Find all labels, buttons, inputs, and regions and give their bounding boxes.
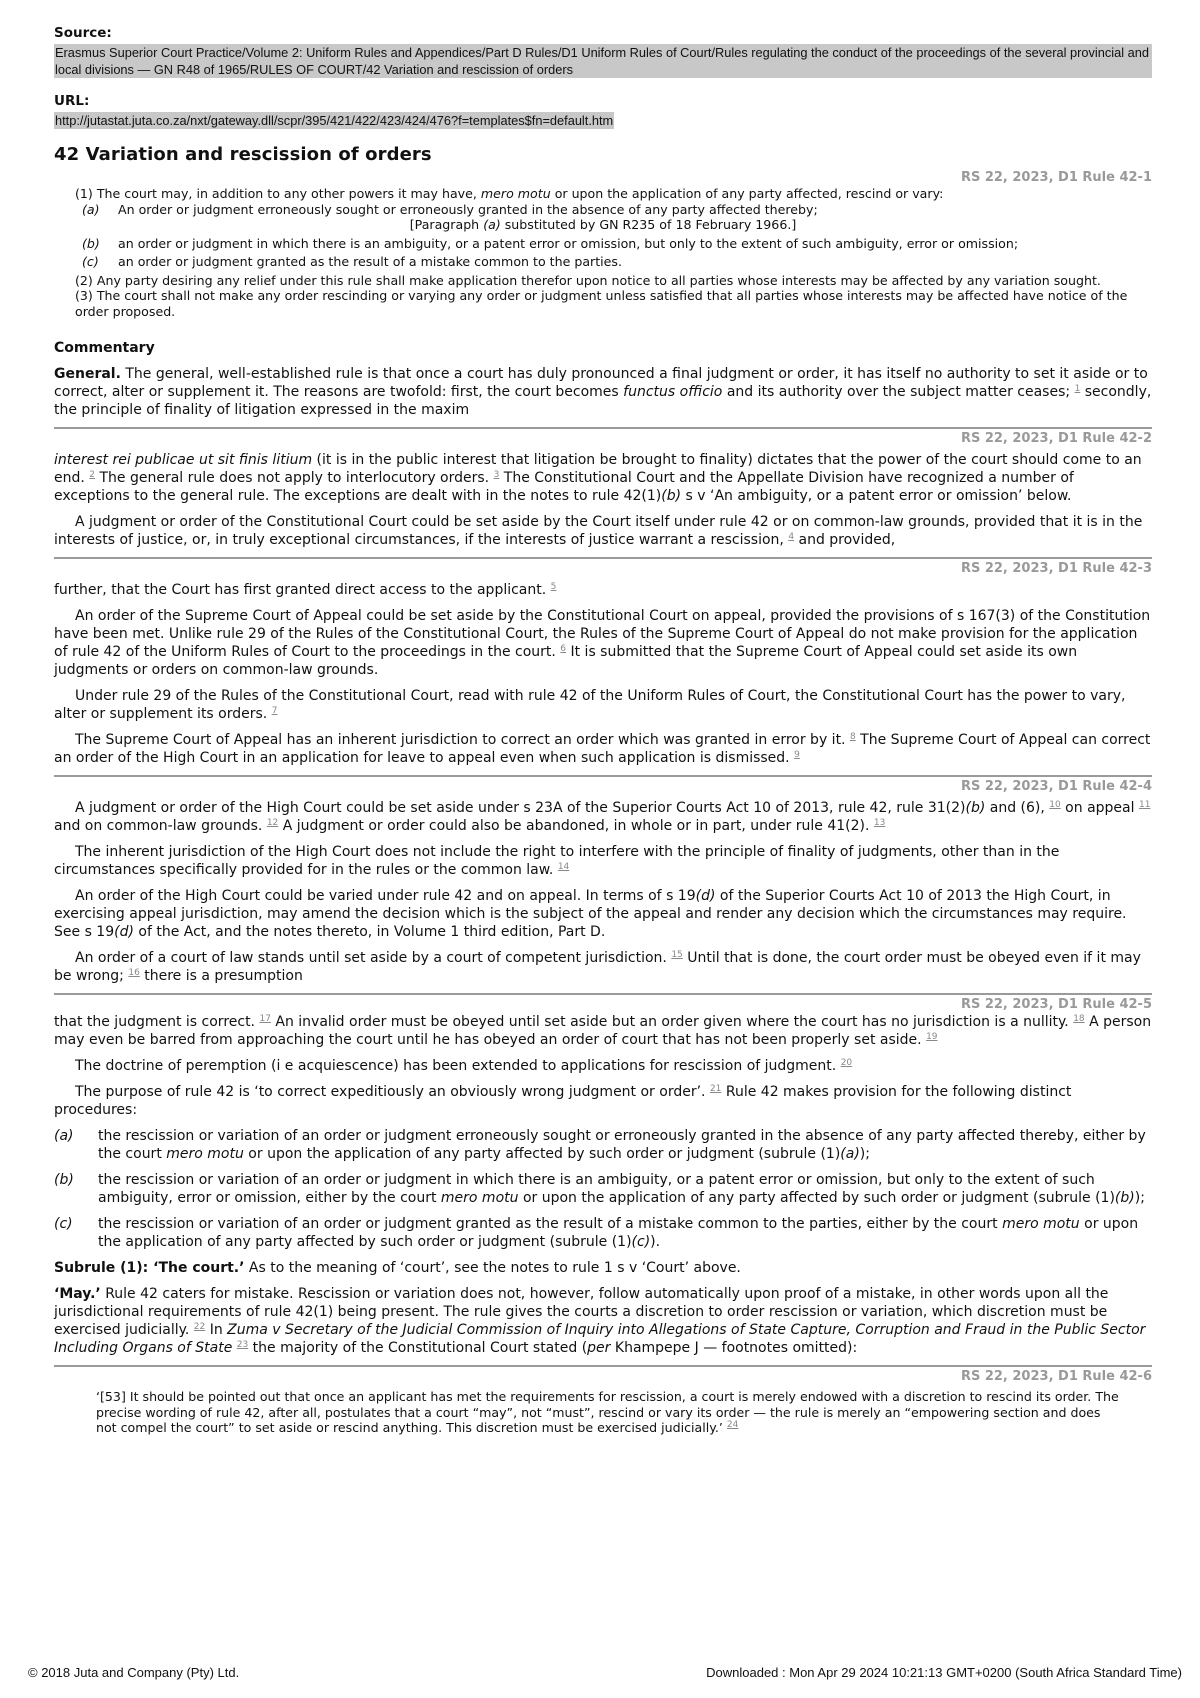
paragraph: Under rule 29 of the Rules of the Constitutional Court, read with rule 42 of the Uniform Rules of Court, the Constitutional Court has the power to vary, alter or supplement its orders. $^7$ — [54, 688, 1126, 722]
paragraph: The Supreme Court of Appeal has an inherent jurisdiction to correct an order which was granted in error by it. $^8$ The Supreme Court of Appeal can correct an order of the High Court in an application for leave to appeal even when such application is dismissed. $^9$ — [54, 732, 1151, 766]
paragraph: A judgment or order of the Constitutional Court could be set aside by the Court itself under rule 42 or on common-law grounds, provided that it is in the interests of justice, or, in truly exceptional circumstances, if the interests of justice warrant a rescission, $^4$ and provided, — [54, 514, 1143, 548]
paragraph: further, that the Court has first granted direct access to the applicant. $^5$ — [54, 582, 557, 598]
page-divider — [54, 557, 1152, 559]
page-divider — [54, 993, 1152, 995]
subrule-1-c: (c) an order or judgment granted as the result of a mistake common to the parties. — [82, 254, 622, 269]
footnote-link[interactable]: 13 — [873, 818, 886, 828]
footnote-link[interactable]: 6 — [560, 644, 567, 654]
subrule-3: (3) The court shall not make any order rescinding or varying any order or judgment unless satisfied that all parties whose interests may be affected have notice of the order proposed. — [75, 288, 1128, 319]
page-marker-6: RS 22, 2023, D1 Rule 42-6 — [960, 1369, 1152, 1384]
source-url-link[interactable]: http://jutastat.juta.co.za/nxt/gateway.dll/scpr/395/421/422/423/424/476?f=templates$fn=default.htm — [55, 113, 614, 128]
procedures-list — [54, 1127, 1152, 1251]
footnote-link[interactable]: 24 — [726, 1420, 739, 1430]
footnote-link[interactable]: 1 — [1074, 384, 1081, 394]
footnote-link[interactable]: 9 — [794, 750, 800, 760]
url-label: URL: — [54, 93, 90, 109]
page-marker-1: RS 22, 2023, D1 Rule 42-1 — [960, 170, 1152, 185]
footnote-link[interactable]: 10 — [1049, 800, 1061, 810]
footnote-link[interactable]: 15 — [671, 950, 683, 960]
list-item: (b) the rescission or variation of an order or judgment in which there is an ambiguity, or a patent error or omission, but only to the extent of such ambiguity, error or omission, either by the court mero motu or upon the application of any party affected by such order or judgment (subrule (1)(b)); — [54, 1172, 1145, 1206]
footnote-link[interactable]: 14 — [557, 862, 570, 872]
page-divider — [54, 1365, 1152, 1367]
paragraph: The doctrine of peremption (i e acquiescence) has been extended to applications for rescission of judgment. $^{20}$ — [75, 1058, 853, 1074]
source-label: Source: — [54, 25, 112, 41]
paragraph: that the judgment is correct. $^{17}$ An invalid order must be obeyed until set aside but an order given where the court has no jurisdiction is a nullity. $^{18}$ A person may even be barred from approaching the court until he has obeyed an order of court that has not been properly set aside. $^{19}$ — [54, 1014, 1152, 1048]
subrule-1-commentary: Subrule (1): ‘The court.’ As to the meaning of ‘court’, see the notes to rule 1 s v ‘Court’ above. — [54, 1260, 741, 1276]
footnote-link[interactable]: 21 — [709, 1084, 722, 1094]
amendment-note: [Paragraph (a) substituted by GN R235 of 18 February 1966.] — [409, 217, 797, 232]
page-marker-5: RS 22, 2023, D1 Rule 42-5 — [960, 997, 1152, 1012]
source-path[interactable]: Erasmus Superior Court Practice/Volume 2: Uniform Rules and Appendices/Part D Rules/D1 Uniform Rules of Court/Rules regulating the conduct of the proceedings of the several provincial and local divisions — GN R48 of 1965/RULES OF COURT/42 Variation and rescission of orders — [54, 44, 1152, 78]
paragraph: The purpose of rule 42 is ‘to correct expeditiously an obviously wrong judgment or order’. $^{21}$ Rule 42 makes provision for the following distinct procedures: — [54, 1084, 1072, 1118]
page-marker-4: RS 22, 2023, D1 Rule 42-4 — [960, 779, 1152, 794]
footnote-link[interactable]: 11 — [1138, 800, 1151, 810]
footnote-link[interactable]: 20 — [840, 1058, 853, 1068]
footnote-link[interactable]: 18 — [1073, 1014, 1085, 1024]
footnote-link[interactable]: 4 — [788, 532, 795, 542]
subrule-2: (2) Any party desiring any relief under this rule shall make application therefor upon notice to all parties whose interests may be affected by any variation sought. — [75, 272, 1101, 288]
rule-text — [54, 186, 1152, 319]
footnote-link[interactable]: 17 — [259, 1014, 271, 1024]
general-paragraph: General. The general, well-established rule is that once a court has duly pronounced a final judgment or order, it has itself no authority to set it aside or to correct, alter or supplement it. The reasons are twofold: first, the court becomes functus officio and its authority over the subject matter ceases; $^1$ secondly, the principle of finality of litigation expressed in the maxim — [54, 366, 1152, 418]
footnote-link[interactable]: 19 — [926, 1032, 938, 1042]
page-footer — [28, 1664, 1182, 1682]
subrule-1-a: (a) An order or judgment erroneously sought or erroneously granted in the absence of any party affected thereby; — [82, 201, 818, 217]
copyright-text: © 2018 Juta and Company (Pty) Ltd. — [28, 1665, 240, 1680]
download-timestamp: Downloaded : Mon Apr 29 2024 10:21:13 GMT+0200 (South Africa Standard Time) — [706, 1665, 1182, 1680]
paragraph: interest rei publicae ut sit finis litium (it is in the public interest that litigation be brought to finality) dictates that the power of the court should come to an end. $^2$ The general rule does not apply to interlocutory orders. $^3$ The Constitutional Court and the Appellate Division have recognized a number of exceptions to the general rule. The exceptions are dealt with in the notes to rule 42(1)(b) s v ‘An ambiguity, or a patent error or omission’ below. — [54, 452, 1142, 504]
paragraph: An order of the High Court could be varied under rule 42 and on appeal. In terms of s 19(d) of the Superior Courts Act 10 of 2013 the High Court, in exercising appeal jurisdiction, may amend the decision which is the subject of the appeal and render any decision which the circumstances may require. See s 19(d) of the Act, and the notes thereto, in Volume 1 third edition, Part D. — [54, 888, 1127, 940]
page-marker-3: RS 22, 2023, D1 Rule 42-3 — [960, 561, 1152, 576]
footnote-link[interactable]: 12 — [266, 818, 279, 828]
footnote-link[interactable]: 16 — [128, 968, 140, 978]
commentary-heading: Commentary — [54, 340, 155, 356]
footnote-link[interactable]: 5 — [550, 582, 557, 592]
paragraph: An order of the Supreme Court of Appeal could be set aside by the Constitutional Court on appeal, provided the provisions of s 167(3) of the Constitution have been met. Unlike rule 29 of the Rules of the Constitutional Court, the Rules of the Supreme Court of Appeal do not make provision for the application of rule 42 of the Uniform Rules of Court to the proceedings in the court. $^6$ It is submitted that the Supreme Court of Appeal could set aside its own judgments or orders on common-law grounds. — [54, 608, 1151, 678]
may-commentary: ‘May.’ Rule 42 caters for mistake. Rescission or variation does not, however, follow automatically upon proof of a mistake, in other words upon all the jurisdictional requirements of rule 42(1) being present. The rule gives the courts a discretion to order rescission or variation, which discretion must be exercised judicially. $^{22}$ In Zuma v Secretary of the Judicial Commission of Inquiry into Allegations of State Capture, Corruption and Fraud in the Public Sector Including Organs of State $^{23}$ the majority of the Constitutional Court stated (per Khampepe J — footnotes omitted): — [54, 1286, 1146, 1356]
paragraph: An order of a court of law stands until set aside by a court of competent jurisdiction. $^{15}$ Until that is done, the court order must be obeyed even if it may be wrong; $^{16}$ there is a presumption — [54, 950, 1141, 984]
footnote-link[interactable]: 2 — [89, 470, 96, 480]
footnote-link[interactable]: 7 — [271, 706, 278, 716]
subrule-1: (1) The court may, in addition to any other powers it may have, mero motu or upon the application of any party affected, rescind or vary: — [75, 186, 944, 201]
paragraph: A judgment or order of the High Court could be set aside under s 23A of the Superior Courts Act 10 of 2013, rule 42, rule 31(2)(b) and (6), $^{10}$ on appeal $^{11}$ and on common-law grounds. $^{12}$ A judgment or order could also be abandoned, in whole or in part, under rule 41(2). $^{13}$ — [54, 800, 1151, 834]
subrule-1-b: (b) an order or judgment in which there is an ambiguity, or a patent error or omission, but only to the extent of such ambiguity, error or omission; — [82, 235, 1019, 251]
paragraph: The inherent jurisdiction of the High Court does not include the right to interfere with the principle of finality of judgments, other than in the circumstances specifically provided for in the rules or the common law. $^{14}$ — [54, 844, 1060, 878]
list-item: (c) the rescission or variation of an order or judgment granted as the result of a mistake common to the parties, either by the court mero motu or upon the application of any party affected by such order or judgment (subrule (1)(c)). — [54, 1216, 1139, 1250]
page-divider — [54, 427, 1152, 429]
block-quote: ‘[53] It should be pointed out that once an applicant has met the requirements for rescission, a court is merely endowed with a discretion to rescind its order. The precise wording of rule 42, after all, postulates that a court “may”, not “must”, rescind or vary its order — the rule is merely an “empowering section and does not compel the court” to set aside or rescind anything. This discretion must be exercised judicially.’ $^{24}$ — [96, 1389, 1119, 1435]
footnote-link[interactable]: 8 — [849, 732, 856, 742]
footnote-link[interactable]: 22 — [193, 1322, 206, 1332]
page-marker-2: RS 22, 2023, D1 Rule 42-2 — [960, 431, 1152, 446]
footnote-link[interactable]: 23 — [236, 1340, 249, 1350]
rule-title: 42 Variation and rescission of orders — [54, 144, 432, 165]
footnote-link[interactable]: 3 — [493, 470, 500, 480]
list-item: (a) the rescission or variation of an order or judgment erroneously sought or erroneously granted in the absence of any party affected thereby, either by the court mero motu or upon the application of any party affected by such order or judgment (subrule (1)(a)); — [54, 1128, 1146, 1162]
document-page — [54, 24, 1152, 1436]
page-divider — [54, 775, 1152, 777]
